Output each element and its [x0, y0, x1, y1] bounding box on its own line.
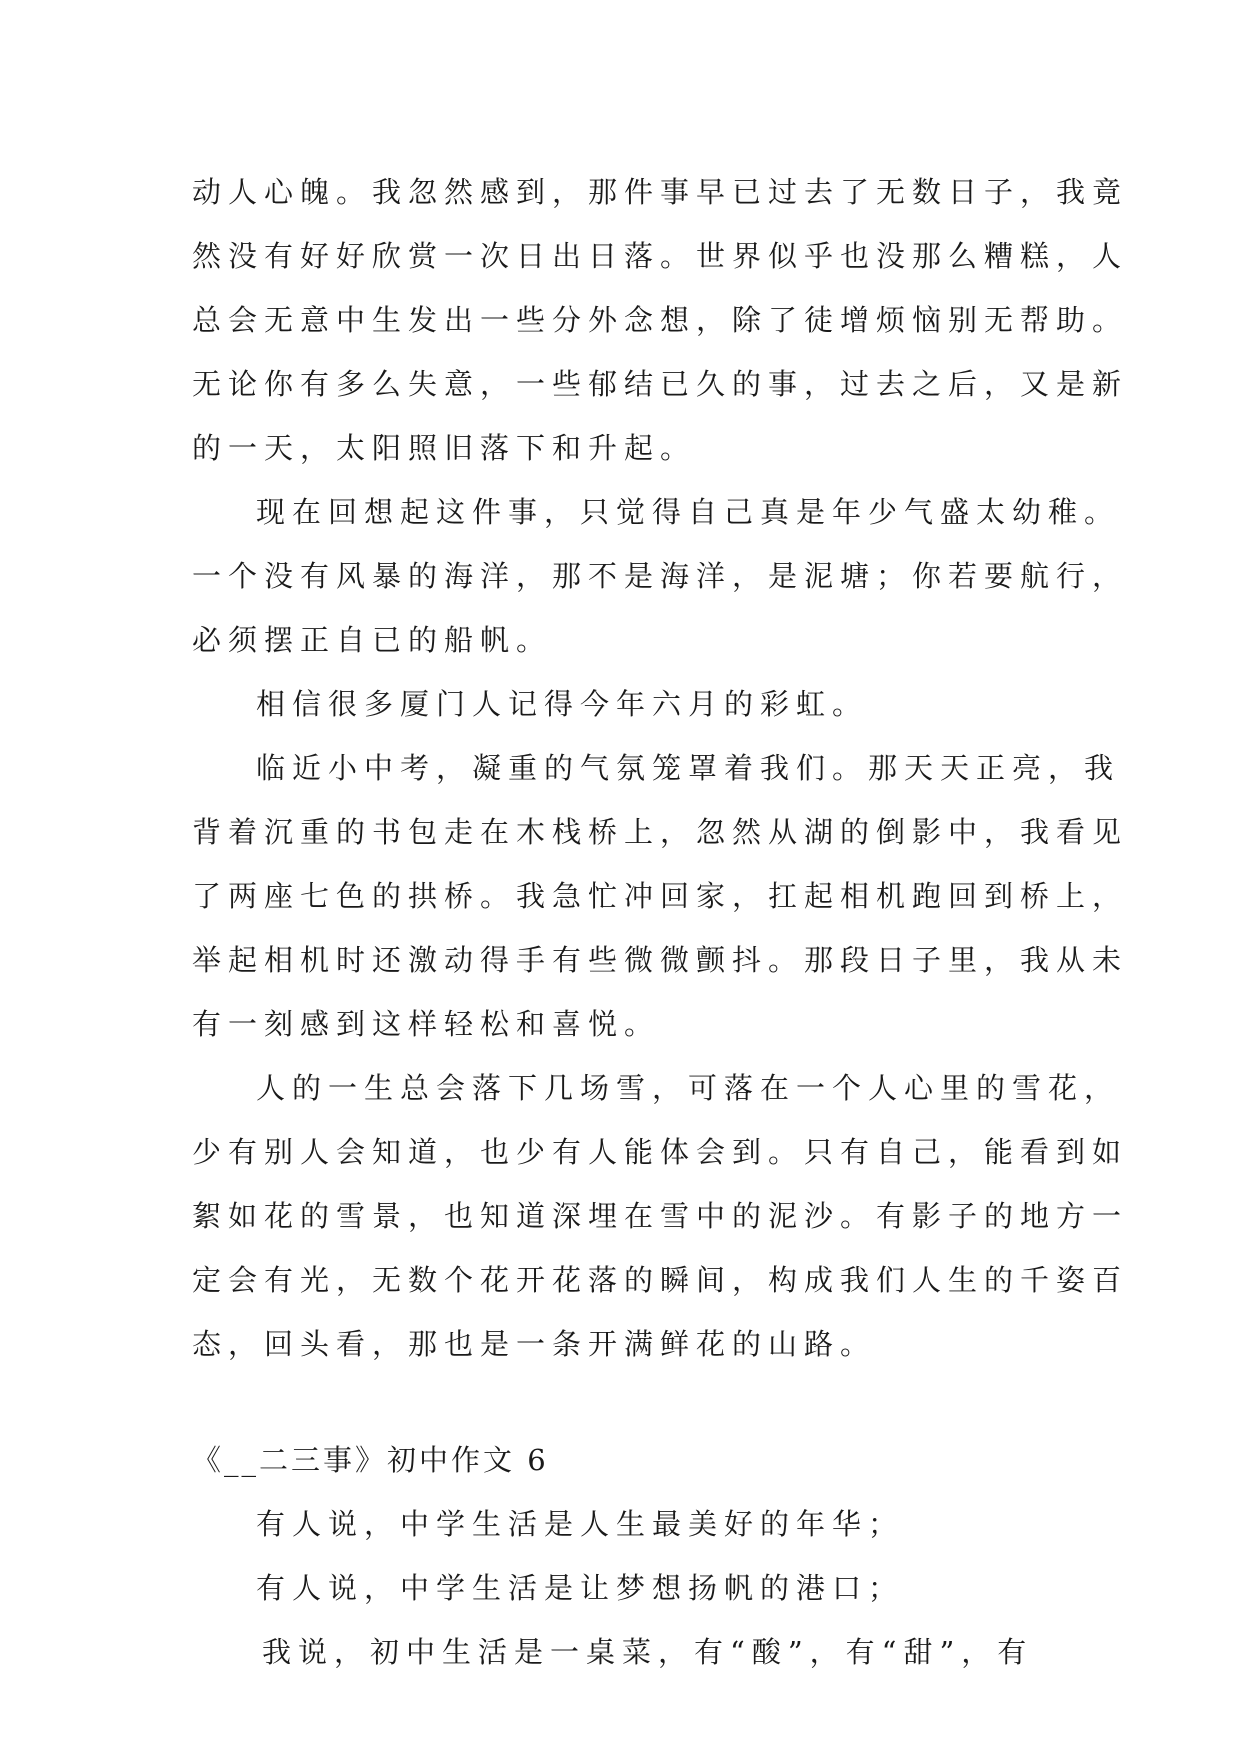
- paragraph: [192, 736, 1129, 1056]
- paragraph: [192, 1056, 1129, 1376]
- text-line: 人的一生总会落下几场雪，可落在一个人心里的雪花，: [256, 1071, 1121, 1105]
- section-heading: 《__二三事》初中作文 6: [192, 1443, 549, 1477]
- text-line: 无论你有多么失意，一些郁结已久的事，过去之后，又是新: [192, 367, 1129, 401]
- paragraph: [192, 672, 1072, 736]
- text-line: 现在回想起这件事，只觉得自己真是年少气盛太幼稚。: [256, 495, 1121, 529]
- text-line: 总会无意中生发出一些分外念想，除了徒增烦恼别无帮助。: [192, 303, 1129, 337]
- paragraph: [192, 480, 1129, 672]
- text-line: 然没有好好欣赏一次日出日落。世界似乎也没那么糟糕，人: [192, 239, 1129, 273]
- text-line: 有一刻感到这样轻松和喜悦。: [192, 1007, 661, 1041]
- text-line: 絮如花的雪景，也知道深埋在雪中的泥沙。有影子的地方一: [192, 1199, 1129, 1233]
- text-line: 相信很多厦门人记得今年六月的彩虹。: [256, 687, 869, 721]
- text-line: 定会有光，无数个花开花落的瞬间，构成我们人生的千姿百: [192, 1263, 1129, 1297]
- paragraph: 有人说，中学生活是人生最美好的年华；: [256, 1507, 905, 1541]
- paragraph: [192, 160, 1129, 480]
- text-line: 必须摆正自已的船帆。: [192, 623, 553, 657]
- text-line: 临近小中考，凝重的气氛笼罩着我们。那天天正亮，我: [256, 751, 1121, 785]
- text-line: 了两座七色的拱桥。我急忙冲回家，扛起相机跑回到桥上，: [192, 879, 1129, 913]
- text-line: 一个没有风暴的海洋，那不是海洋，是泥塘；你若要航行，: [192, 559, 1129, 593]
- text-line: 举起相机时还激动得手有些微微颤抖。那段日子里，我从未: [192, 943, 1129, 977]
- paragraph: 有人说，中学生活是让梦想扬帆的港口；: [256, 1571, 905, 1605]
- text-line: 动人心魄。我忽然感到，那件事早已过去了无数日子，我竟: [192, 175, 1129, 209]
- section-spacer: [192, 1376, 1072, 1428]
- text-line: 态，回头看，那也是一条开满鲜花的山路。: [192, 1327, 877, 1361]
- text-line: 的一天，太阳照旧落下和升起。: [192, 431, 697, 465]
- text-line: 少有别人会知道，也少有人能体会到。只有自己，能看到如: [192, 1135, 1129, 1169]
- text-line: 背着沉重的书包走在木栈桥上，忽然从湖的倒影中，我看见: [192, 815, 1129, 849]
- document-page: [192, 160, 1129, 1684]
- paragraph: 我说，初中生活是一桌菜，有“酸”，有“甜”，有: [262, 1635, 1034, 1669]
